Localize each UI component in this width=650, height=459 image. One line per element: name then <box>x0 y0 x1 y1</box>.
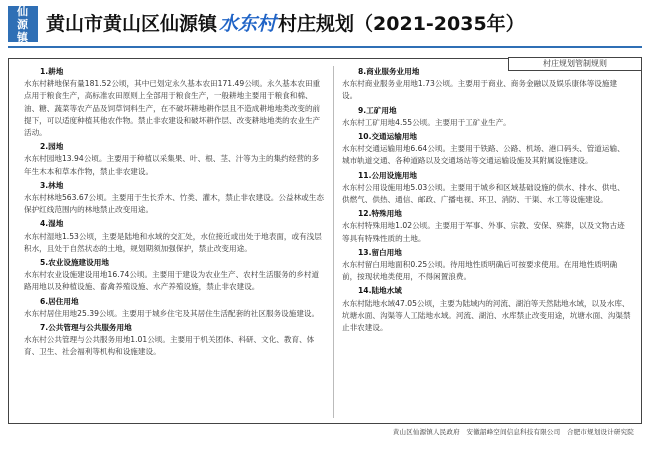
logo-char-2: 源 <box>17 17 29 31</box>
section-title: 2.园地 <box>40 142 64 152</box>
column-divider <box>333 66 334 418</box>
title-prefix: 黄山市黄山区仙源镇 <box>46 13 218 35</box>
logo-char-3: 镇 <box>17 30 29 44</box>
section-title: 14.陆地水域 <box>358 286 402 296</box>
section-item <box>24 141 324 178</box>
page-title <box>46 11 525 37</box>
section-title: 1.耕地 <box>40 67 64 76</box>
section-title: 12.特殊用地 <box>358 209 402 219</box>
section-tag: 村庄规划管制规则 <box>508 57 642 71</box>
section-item <box>342 131 632 168</box>
section-item <box>342 170 632 207</box>
section-title: 10.交通运输用地 <box>358 132 418 142</box>
section-item <box>24 66 324 139</box>
footer-credits: 黄山区仙源镇人民政府 安徽韶峰空间信息科技有限公司 合肥市规划设计研究院 <box>392 428 634 436</box>
section-item <box>24 218 324 255</box>
section-body: 水东村农业设施建设用地16.74公顷。主要用于建设为农业生产、农村生活服务的乡村道路用地以及种植设施、畜禽养殖设施、水产养殖设施，禁止非农建设。 <box>24 270 320 292</box>
section-title: 9.工矿用地 <box>358 105 397 115</box>
section-title: 8.商业服务业用地 <box>358 67 420 76</box>
section-body: 水东村交通运输用地6.64公顷。主要用于铁路、公路、机场、港口码头、管道运输、城市轨道交通、各种道路以及交通场站等交通运输设施及其附属设施建设。 <box>342 144 625 166</box>
section-body: 水东村留白用地面积0.25公顷。待用地性质明确后可按要求使用。在用地性质明确前，按现状地类使用，不得闲置浪费。 <box>342 260 618 282</box>
section-item <box>342 208 632 245</box>
left-column <box>24 66 324 361</box>
section-body: 水东村商业服务业用地1.73公顷。主要用于商业、商务金融以及娱乐康体等设施建设。 <box>342 79 618 101</box>
section-body: 水东村陆地水域47.05公顷，主要为陆域内的河流、湖泊等天然陆地水域，以及水库、坑塘水面、沟渠等人工陆地水域。河流、湖泊、水库禁止改变用途，坑塘水面、沟渠禁止非农建设。 <box>342 298 631 333</box>
section-body: 水东村公用设施用地5.03公顷。主要用于城乡和区域基础设施的供水、排水、供电、供燃气、供热、通信、邮政、广播电视、环卫、消防、干渠、水工等设施建设。 <box>342 182 625 205</box>
section-title: 11.公用设施用地 <box>358 170 418 180</box>
section-body: 水东村园地13.94公顷。主要用于种植以采集果、叶、根、茎、汁等为主的集约经营的多年生木本和草本作物，禁止非农建设。 <box>24 154 320 176</box>
title-suffix: 村庄规划（2021-2035年） <box>278 13 525 35</box>
header <box>0 0 650 48</box>
right-column <box>342 66 632 336</box>
section-body: 水东村公共管理与公共服务用地1.01公顷。主要用于机关团体、科研、文化、教育、体育、卫生、社会福利等机构和设施建设。 <box>24 335 315 357</box>
title-village: 水东村 <box>219 13 277 35</box>
section-title: 3.林地 <box>40 180 64 190</box>
section-body: 水东村特殊用地1.02公顷。主要用于军事、外事、宗教、安保、殡葬，以及文物古迹等具有特殊性质的土地。 <box>342 221 625 243</box>
section-body: 水东村林地563.67公顷。主要用于生长乔木、竹类、灌木，禁止非农建设。公益林或生态保护红线范围内的林地禁止改变用途。 <box>24 193 324 215</box>
section-title: 5.农业设施建设用地 <box>40 258 109 268</box>
town-logo <box>8 6 38 42</box>
section-title: 6.居住用地 <box>40 296 79 306</box>
section-item <box>24 296 324 320</box>
section-item <box>342 66 632 103</box>
section-title: 4.湿地 <box>40 219 64 229</box>
section-title: 7.公共管理与公共服务用地 <box>40 323 132 333</box>
section-item <box>24 322 324 359</box>
section-item <box>342 247 632 284</box>
footer <box>8 424 642 442</box>
logo-char-1: 仙 <box>17 4 29 18</box>
header-divider <box>8 46 642 48</box>
section-item <box>24 180 324 217</box>
section-body: 水东村湿地1.53公顷，主要是陆地和水域的交汇处，水位接近或出处于地表面，或有浅层积水，且处于自然状态的土地，规划期须加强保护，禁止改变用途。 <box>24 231 322 253</box>
section-item <box>24 257 324 294</box>
section-body: 水东村居住用地25.39公顷。主要用于城乡住宅及其居住生活配套的社区服务设施建设。 <box>24 308 320 318</box>
section-body: 水东村耕地保有量181.52公顷，其中已划定永久基本农田171.49公顷。永久基本农田重点用于粮食生产，高标准农田原则上全部用于粮食生产，一般耕地主要用于粮食和棉、油、糖、蔬菜等农产品及饲草饲料生产，在不破坏耕地耕作层且不造成耕地地类改变的前提下，可以适度种植其他农作物。禁止非农建设和破坏耕作层、改变耕地地类的农业生产活动。 <box>24 79 321 138</box>
section-body: 水东村工矿用地4.55公顷。主要用于工矿业生产。 <box>342 117 511 127</box>
section-item <box>342 285 632 334</box>
section-title: 13.留白用地 <box>358 247 402 257</box>
section-item <box>342 105 632 129</box>
